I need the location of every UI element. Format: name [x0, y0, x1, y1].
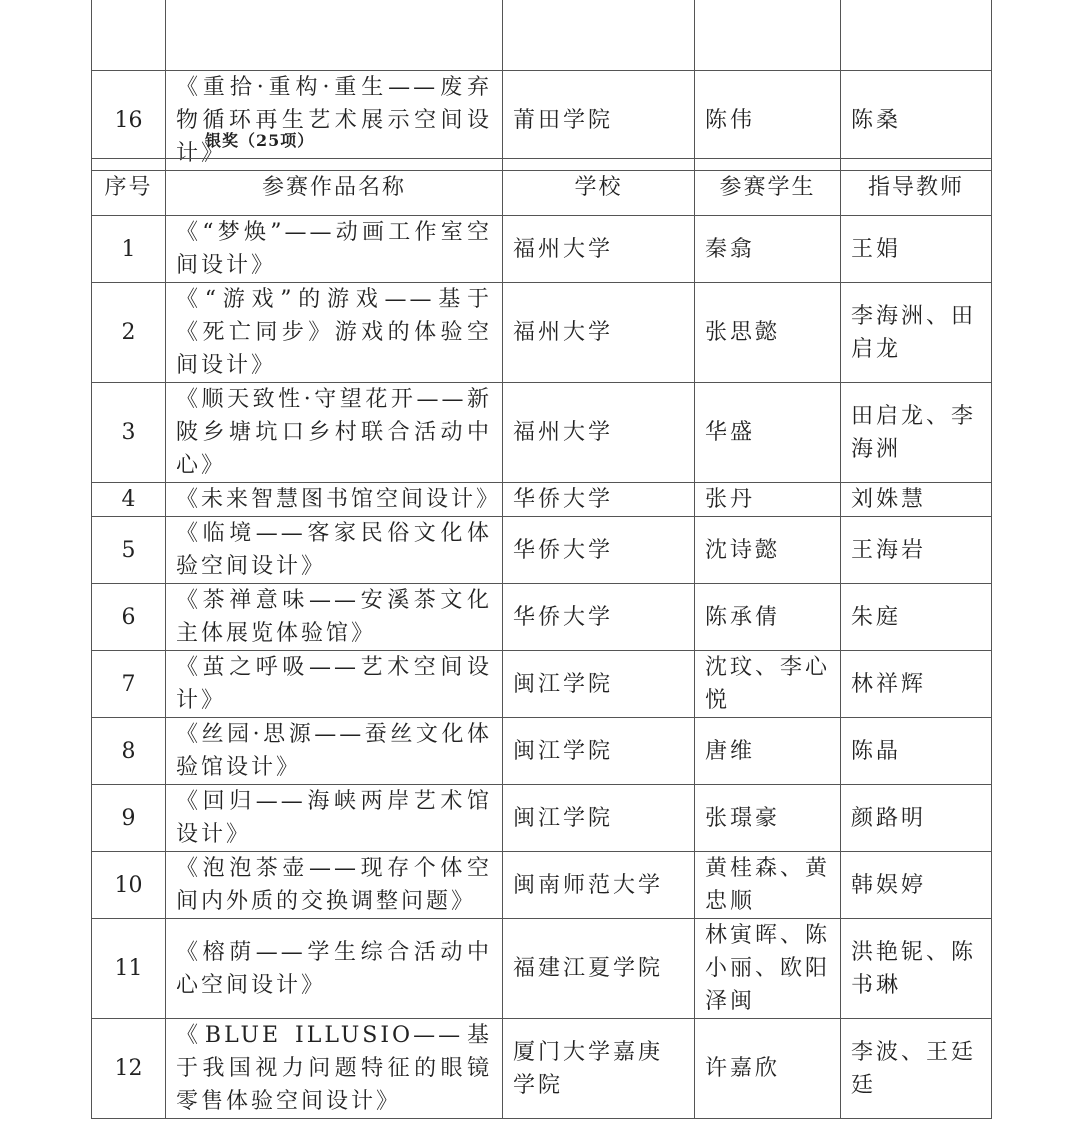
table-row [92, 0, 992, 71]
cell-teacher [841, 0, 992, 71]
cell-school: 福州大学 [503, 383, 695, 483]
cell-title: 《茧之呼吸——艺术空间设计》 [166, 651, 503, 718]
table-row [92, 517, 992, 584]
cell-student: 沈诗懿 [695, 517, 841, 584]
table-row [92, 1019, 992, 1119]
cell-student: 秦翕 [695, 216, 841, 283]
cell-teacher: 田启龙、李海洲 [841, 383, 992, 483]
cell-teacher: 颜路明 [841, 785, 992, 852]
cell-no: 12 [92, 1019, 166, 1119]
cell-title: 《顺天致性·守望花开——新陂乡塘坑口乡村联合活动中心》 [166, 383, 503, 483]
cell-title: 《重拾·重构·重生——废弃物循环再生艺术展示空间设计》 [166, 71, 503, 171]
table-row [92, 216, 992, 283]
silver-award-table [91, 158, 992, 1119]
cell-school [503, 0, 695, 71]
cell-teacher: 朱庭 [841, 584, 992, 651]
cell-school: 福建江夏学院 [503, 919, 695, 1019]
cell-title: 《未来智慧图书馆空间设计》 [166, 483, 503, 517]
header-school: 学校 [503, 159, 695, 216]
header-no: 序号 [92, 159, 166, 216]
cell-title: 《临境——客家民俗文化体验空间设计》 [166, 517, 503, 584]
cell-school: 闽南师范大学 [503, 852, 695, 919]
cell-teacher: 韩娱婷 [841, 852, 992, 919]
cell-no: 5 [92, 517, 166, 584]
cell-teacher: 洪艳铌、陈书琳 [841, 919, 992, 1019]
cell-student: 华盛 [695, 383, 841, 483]
cell-student: 林寅晖、陈小丽、欧阳泽闽 [695, 919, 841, 1019]
cell-teacher: 李波、王廷廷 [841, 1019, 992, 1119]
cell-no: 11 [92, 919, 166, 1019]
cell-student [695, 0, 841, 71]
header-title: 参赛作品名称 [166, 159, 503, 216]
cell-title: 《“梦焕”——动画工作室空间设计》 [166, 216, 503, 283]
cell-no: 1 [92, 216, 166, 283]
cell-title: 《榕荫——学生综合活动中心空间设计》 [166, 919, 503, 1019]
table-row [92, 651, 992, 718]
header-student: 参赛学生 [695, 159, 841, 216]
cell-no: 10 [92, 852, 166, 919]
table-row [92, 718, 992, 785]
cell-title: 《泡泡茶壶——现存个体空间内外质的交换调整问题》 [166, 852, 503, 919]
cell-teacher: 刘姝慧 [841, 483, 992, 517]
cell-school: 闽江学院 [503, 718, 695, 785]
cell-no: 4 [92, 483, 166, 517]
cell-no [92, 0, 166, 71]
cell-student: 陈伟 [695, 71, 841, 171]
cell-no: 7 [92, 651, 166, 718]
cell-school: 闽江学院 [503, 785, 695, 852]
cell-teacher: 陈晶 [841, 718, 992, 785]
cell-title: 《回归——海峡两岸艺术馆设计》 [166, 785, 503, 852]
cell-no: 16 [92, 71, 166, 171]
cell-student: 沈玟、李心悦 [695, 651, 841, 718]
cell-school: 华侨大学 [503, 517, 695, 584]
table-row [92, 852, 992, 919]
cell-school: 莆田学院 [503, 71, 695, 171]
cell-title: 《BLUE ILLUSIO——基于我国视力问题特征的眼镜零售体验空间设计》 [166, 1019, 503, 1119]
cell-student: 黄桂森、黄忠顺 [695, 852, 841, 919]
cell-no: 8 [92, 718, 166, 785]
cell-title: 《丝园·思源——蚕丝文化体验馆设计》 [166, 718, 503, 785]
cell-school: 华侨大学 [503, 483, 695, 517]
cell-school: 闽江学院 [503, 651, 695, 718]
table-row [92, 383, 992, 483]
cell-school: 福州大学 [503, 216, 695, 283]
cell-student: 陈承倩 [695, 584, 841, 651]
table-row [92, 785, 992, 852]
cell-no: 3 [92, 383, 166, 483]
silver-award-heading: 银奖（25项） [205, 131, 315, 150]
cell-student: 张思懿 [695, 283, 841, 383]
cell-no: 2 [92, 283, 166, 383]
cell-teacher: 王海岩 [841, 517, 992, 584]
cell-school: 福州大学 [503, 283, 695, 383]
cell-student: 唐维 [695, 718, 841, 785]
cell-student: 张璟豪 [695, 785, 841, 852]
cell-school: 华侨大学 [503, 584, 695, 651]
table-row [92, 483, 992, 517]
table-header-row [92, 159, 992, 216]
cell-title [166, 0, 503, 71]
silver-table-body [92, 216, 992, 1119]
table-row [92, 919, 992, 1019]
cell-no: 6 [92, 584, 166, 651]
cell-teacher: 林祥辉 [841, 651, 992, 718]
cell-no: 9 [92, 785, 166, 852]
table-row [92, 584, 992, 651]
table-row [92, 283, 992, 383]
cell-teacher: 王娟 [841, 216, 992, 283]
table-row [92, 71, 992, 171]
cell-school: 厦门大学嘉庚学院 [503, 1019, 695, 1119]
cell-teacher: 陈桑 [841, 71, 992, 171]
cell-teacher: 李海洲、田启龙 [841, 283, 992, 383]
cell-title: 《“游戏”的游戏——基于《死亡同步》游戏的体验空间设计》 [166, 283, 503, 383]
cell-title: 《茶禅意味——安溪茶文化主体展览体验馆》 [166, 584, 503, 651]
cell-student: 张丹 [695, 483, 841, 517]
cell-student: 许嘉欣 [695, 1019, 841, 1119]
header-teacher: 指导教师 [841, 159, 992, 216]
